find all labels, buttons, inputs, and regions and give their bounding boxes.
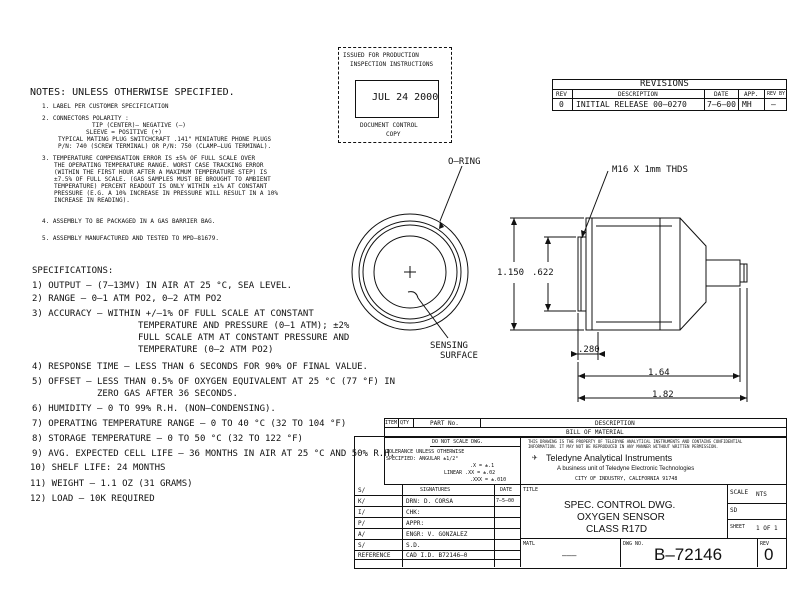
note-1: 1. LABEL PER CUSTOMER SPECIFICATION [42,103,169,110]
spec-10: 10) SHELF LIFE: 24 MONTHS [30,463,166,473]
bom-description-header: DESCRIPTION [595,420,635,427]
description-header: DESCRIPTION [618,91,658,98]
note-3d: ±7.5% OF FULL SCALE. (GAS SAMPLES MUST BE BROUGHT TO AMBIENT [54,176,271,183]
spec-3a: 3) ACCURACY – WITHIN +/–1% OF FULL SCALE AT CONSTANT [32,309,314,319]
rev-label: REV [760,541,770,547]
spec-6: 6) HUMIDITY – 0 TO 99% R.H. (NON–CONDENSING). [32,404,276,414]
left-col-3: I/ [358,509,366,516]
left-col-5: A/ [358,531,366,538]
drawing-title-2: OXYGEN SENSOR [577,512,665,523]
spec-9: 9) AVG. EXPECTED CELL LIFE – 36 MONTHS IN AIR AT 25 °C AND 50% R.H. [32,449,396,459]
business-unit: A business unit of Teledyne Electronic Technologies [557,466,695,472]
spec-12: 12) LOAD – 10K REQUIRED [30,494,155,504]
sheet-label: SHEET [730,524,746,530]
note-3a: 3. TEMPERATURE COMPENSATION ERROR IS ±5% OF FULL SCALE OVER [42,155,256,162]
spec-5b: ZERO GAS AFTER 36 SECONDS. [97,389,238,399]
sensor-body-side [586,218,680,330]
stamp-line-1: ISSUED FOR PRODUCTION [343,52,419,59]
scale-value: NTS [756,491,767,498]
dwg-no-label: DWG NO. [623,541,645,547]
material-value: ——— [562,551,577,560]
rev-row-rev: 0 [559,100,564,109]
spec-8: 8) STORAGE TEMPERATURE – 0 TO 50 °C (32 TO 122 °F) [32,434,303,444]
o-ring-label: O–RING [448,157,481,167]
dim-164: 1.64 [648,368,670,378]
title-label: TITLE [523,487,539,493]
note-3f: PRESSURE (E.G. A 10% INCREASE IN PRESSURE WILL RESULT IN A 10% [54,190,278,197]
spec-3c: FULL SCALE ATM AT CONSTANT PRESSURE AND [138,333,350,343]
spec-7: 7) OPERATING TEMPERATURE RANGE – 0 TO 40 °C (32 TO 104 °F) [32,419,347,429]
rev-row-approval: MH [742,100,752,109]
do-not-scale: DO NOT SCALE DWG. [432,439,484,445]
dim-622: .622 [532,268,554,278]
material-label: MATL [523,541,536,547]
spec-5a: 5) OFFSET – LESS THAN 0.5% OF OXYGEN EQUIVALENT AT 25 °C (77 °F) IN [32,377,396,387]
left-col-1: S/ [358,487,366,494]
scale-label: SCALE [730,489,749,496]
bom-part-header: PART No. [430,420,459,427]
note-2c: SLEEVE = POSITIVE (+) [86,129,162,136]
signatures-header: SIGNATURES [420,487,451,493]
drawing-title-1: SPEC. CONTROL DWG. [564,500,676,511]
note-5: 5. ASSEMBLY MANUFACTURED AND TESTED TO MPD—81679. [42,235,220,242]
tolerance-line-2: SPECIFIED: ANGULAR ±1/2° [386,456,459,462]
stamp-line-3: DOCUMENT CONTROL [360,122,418,129]
note-4: 4. ASSEMBLY TO BE PACKAGED IN A GAS BARRIER BAG. [42,218,216,225]
stamp-line-4: COPY [386,131,401,138]
drawing-title-3: CLASS R17D [586,524,648,535]
rev-by-header: REV BY [767,91,786,97]
left-col-4: P/ [358,520,366,527]
note-3g: INCREASE IN READING). [54,197,130,204]
cad-id: CAD I.D. B72146–0 [406,552,468,559]
note-3e: TEMPERATURE) PERCENT READOUT IS ONLY WITHIN ±1% AT CONSTANT [54,183,268,190]
teledyne-logo-icon: ✈ [532,453,538,463]
revisions-title: REVISIONS [640,79,689,89]
dim-280: .280 [578,345,600,355]
proprietary-line-2: INFORMATION. IT MAY NOT BE REPRODUCED IN ANY MANNER WITHOUT WRITTEN PERMISSION. [528,444,719,449]
engineer: ENGR: V. GONZALEZ [406,531,468,538]
sd-field: S.D. [406,542,421,549]
notes-title: NOTES: UNLESS OTHERWISE SPECIFIED. [30,87,235,98]
note-2b: TIP (CENTER)– NEGATIVE (–) [92,122,186,129]
note-3b: THE OPERATING TEMPERATURE RANGE. WORST CASE TRACKING ERROR [54,162,264,169]
sheet-value: 1 OF 1 [756,525,778,532]
rev-header: REV [556,91,567,98]
sensing-surface-label-2: SURFACE [440,351,478,361]
spec-3b: TEMPERATURE AND PRESSURE (0–1 ATM); ±2% [138,321,350,331]
checked-by: CHK: [406,509,421,516]
proprietary-line-1: THIS DRAWING IS THE PROPERTY OF TELEDYNE ANALYTICAL INSTRUMENTS AND CONTAINS CONFIDENTIAL [528,439,743,444]
stamp-date: JUL 24 2000 [372,92,439,103]
thread-section [578,237,586,311]
left-col-6: S/ [358,542,366,549]
company-name: Teledyne Analytical Instruments [546,453,673,463]
spec-3d: TEMPERATURE (0–2 ATM PO2) [138,345,274,355]
drawn-date: 7–5–00 [496,498,515,504]
dim-1150: 1.150 [497,268,525,278]
spec-11: 11) WEIGHT – 1.1 OZ (31 GRAMS) [30,479,193,489]
spec-2: 2) RANGE – 0–1 ATM PO2, 0–2 ATM PO2 [32,294,222,304]
drawn-by: DRN: D. CORSA [406,498,453,505]
tolerance-linear: LINEAR .XX = ±.02 [444,470,496,476]
bom-item-header: ITEM [385,420,398,426]
reference-label: REFERENCE [358,552,391,559]
rev-row-date: 7–6–00 [707,100,736,109]
thread-label: M16 X 1mm THDS [612,165,688,175]
signature-date-header: DATE [500,487,513,493]
spec-4: 4) RESPONSE TIME – LESS THAN 6 SECONDS FOR 90% OF FINAL VALUE. [32,362,368,372]
drawing-number: B–72146 [654,545,723,564]
date-header: DATE [714,91,729,98]
note-2d: TYPICAL MATING PLUG SWITCHCRAFT .141" MINIATURE PHONE PLUGS [58,136,272,143]
left-col-2: K/ [358,498,366,505]
company-city: CITY OF INDUSTRY, CALIFORNIA 91748 [575,476,678,482]
bom-qty-header: QTY [400,420,410,426]
note-2e: P/N: 740 (SCREW TERMINAL) OR P/N: 750 (CLAMP–LUG TERMINAL). [58,143,272,150]
note-3c: (WITHIN THE FIRST HOUR AFTER A MAXIMUM TEMPERATURE STEP) IS [54,169,268,176]
rev-row-rev-by: — [771,100,776,109]
drawing-rev: 0 [764,545,774,564]
rev-row-description: INITIAL RELEASE 00–0270 [576,100,687,109]
bom-title: BILL OF MATERIAL [566,429,624,436]
sd-label: SD [730,507,738,514]
tolerance-x: .X = ±.1 [470,463,495,469]
stamp-line-2: INSPECTION INSTRUCTIONS [350,61,434,68]
approval-header: APP. [744,91,759,98]
connector-jack [706,260,740,286]
approved-by: APPR: [406,520,425,527]
sensing-surface-label-1: SENSING [430,341,468,351]
tolerance-line-1: TOLERANCE UNLESS OTHERWISE [386,449,465,455]
dim-182: 1.82 [652,390,674,400]
tolerance-xxx: .XXX = ±.010 [470,477,507,483]
note-2a: 2. CONNECTORS POLARITY : [42,115,129,122]
specs-title: SPECIFICATIONS: [32,266,114,276]
spec-1: 1) OUTPUT – (7–13MV) IN AIR AT 25 °C, SEA LEVEL. [32,281,293,291]
